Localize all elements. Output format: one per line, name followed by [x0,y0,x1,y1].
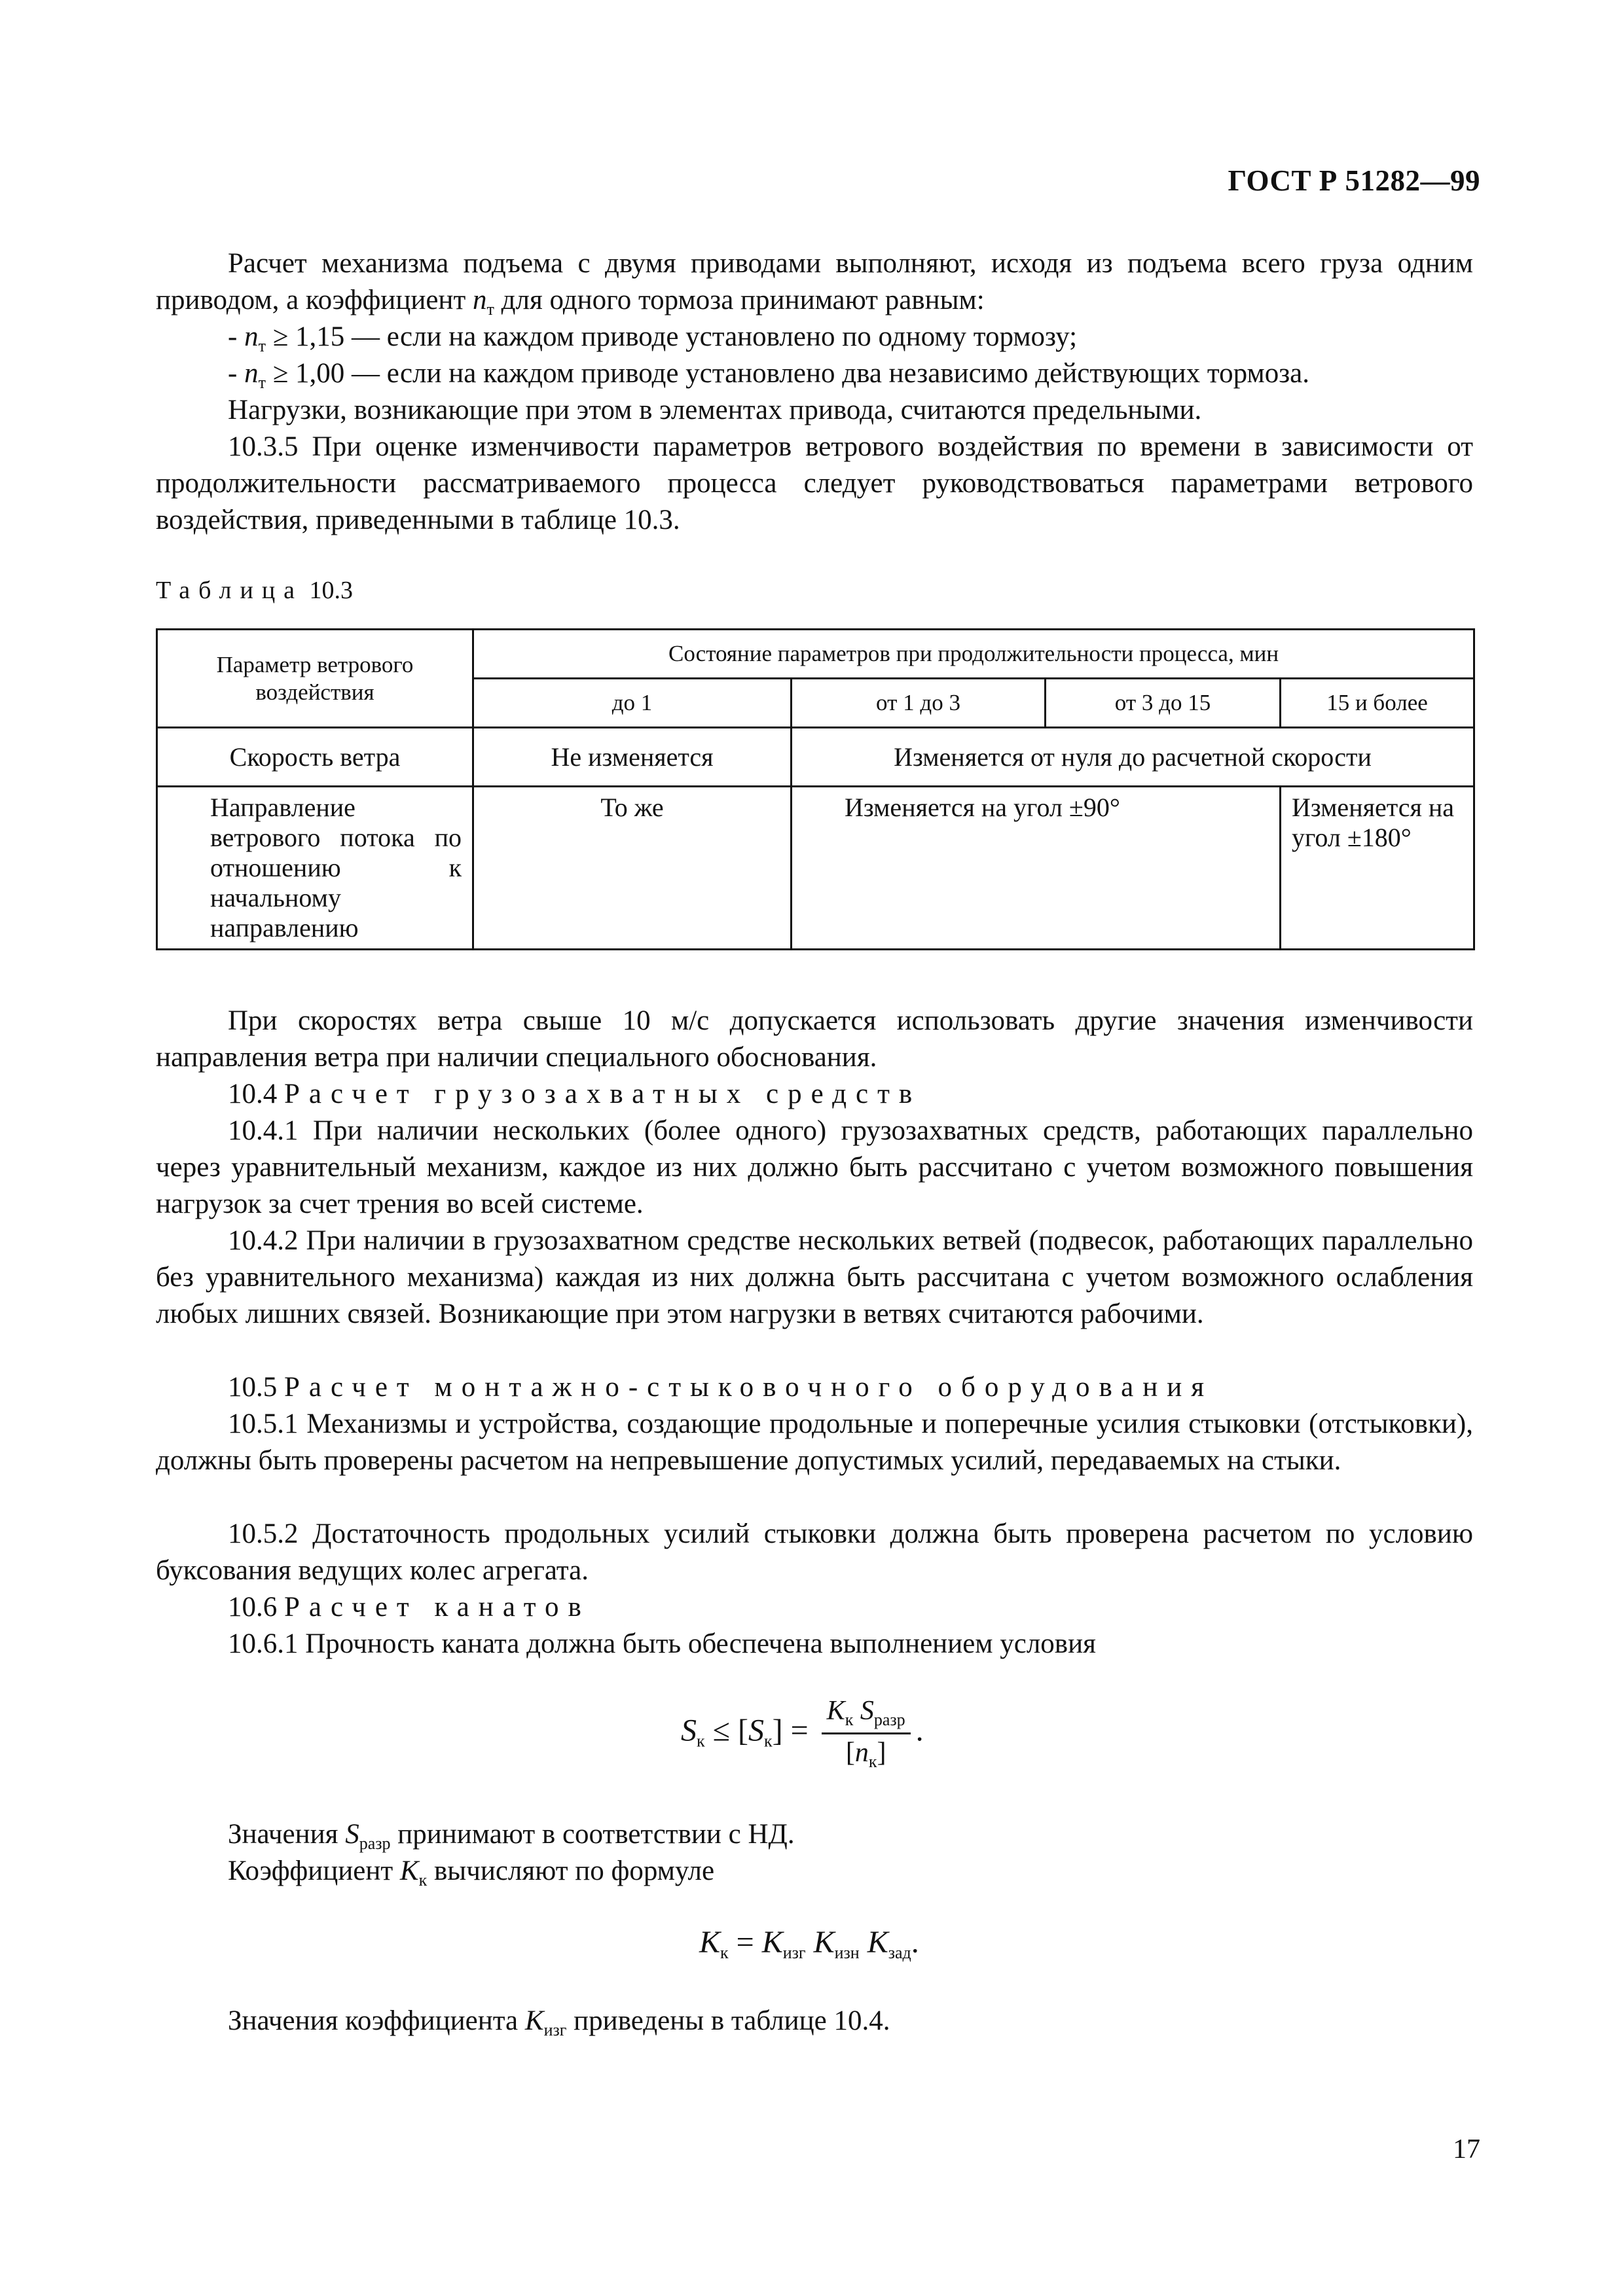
paragraph-two-drives: Расчет механизма подъема с двумя приводами выполняют, исходя из подъема всего груза одним приводом, а коэффициент $n_т$ для одного тормоза принимают равным: [156,248,1473,319]
table-row [157,787,1474,950]
table-cell: Не изменяется [473,728,792,787]
paragraph-limit-loads: Нагрузки, возникающие при этом в элементах привода, считаются предельными. [228,395,1202,425]
paragraph-10-5-1: 10.5.1 Механизмы и устройства, создающие продольные и поперечные усилия стыковки (отстыковки), должны быть проверены расчетом на непревышение допустимых усилий, передаваемых на стыки. [156,1408,1473,1476]
formula-fraction: $\frac{K_к S_{разр}}{[n_к]}$ [822,1695,911,1772]
document-code: ГОСТ Р 51282—99 [1228,164,1480,197]
section-heading-10-5: 10.5 Расчет монтажно-стыковочного оборудования [228,1372,1214,1403]
paragraph-k-izg: Значения коэффициента $K_{изг}$ приведены в таблице 10.4. [228,2005,890,2039]
list-item-brake-one: - $n_т \ge 1,15$ — если на каждом приводе установлено по одному тормозу; [228,321,1078,355]
table-header-state: Состояние параметров при продолжительности процесса, мин [473,630,1474,679]
paragraph-10-3-5: 10.3.5 При оценке изменчивости параметров ветрового воздействия по времени в зависимости от продолжительности рассматриваемого процесса следует руководствоваться параметрами ветрового воздействия, приведенными в таблице 10.3. [156,431,1473,535]
list-item-brake-two: - $n_т \ge 1,00$ — если на каждом приводе установлено два независимо действующих тормоза. [228,358,1310,392]
table-header-col: от 1 до 3 [792,679,1046,728]
paragraph-k-coefficient: Коэффициент $K_к$ вычисляют по формуле [228,1856,715,1890]
paragraph-s-values: Значения $S_{разр}$ принимают в соответствии с НД. [228,1819,795,1853]
formula-rope-strength: $S_к \le [S_к]$ = $\frac{K_к S_{разр}}{[n_к]}$ . [681,1696,924,1771]
paragraph-10-5-2: 10.5.2 Достаточность продольных усилий стыковки должна быть проверена расчетом по условию буксования ведущих колес агрегата. [156,1518,1473,1586]
table-cell: Изменяется на угол ±180° [1281,787,1474,950]
table-header-col: 15 и более [1281,679,1474,728]
section-heading-10-6: 10.6 Расчет канатов [228,1592,591,1623]
wind-parameters-table [156,628,1475,950]
paragraph-wind-speed: При скоростях ветра свыше 10 м/с допускается использовать другие значения изменчивости направления ветра при наличии специального обоснования. [156,1005,1473,1073]
page-number: 17 [1453,2134,1480,2164]
paragraph-10-4-1: 10.4.1 При наличии нескольких (более одного) грузозахватных средств, работающих параллельно через уравнительный механизм, каждое из них должно быть рассчитано с учетом возможного повышения нагрузок за счет трения во всей системе. [156,1115,1473,1219]
table-cell: Направление ветрового потока по отношению к начальному направлению [157,787,473,950]
paragraph-10-4-2: 10.4.2 При наличии в грузозахватном средстве нескольких ветвей (подвесок, работающих параллельно без уравнительного механизма) каждая из них должна быть рассчитана с учетом возможного ослабления любых лишних связей. Возникающие при этом нагрузки в ветвях считаются рабочими. [156,1225,1473,1329]
table-row [157,728,1474,787]
table-cell: То же [473,787,792,950]
table-caption: Таблица 10.3 [156,577,354,604]
formula-k-coefficient: $K_к = K_{изг}$ $K_{изн}$ $K_{зад}$. [699,1925,919,1962]
table-header-parameter: Параметр ветрового воздействия [157,630,473,728]
table-header-col: до 1 [473,679,792,728]
table-cell: Скорость ветра [157,728,473,787]
table-header-col: от 3 до 15 [1046,679,1281,728]
paragraph-10-6-1: 10.6.1 Прочность каната должна быть обеспечена выполнением условия [228,1628,1096,1659]
table-cell: Изменяется на угол ±90° [792,787,1281,950]
section-heading-10-4: 10.4 Расчет грузозахватных средств [228,1079,922,1109]
table-cell: Изменяется от нуля до расчетной скорости [792,728,1474,787]
